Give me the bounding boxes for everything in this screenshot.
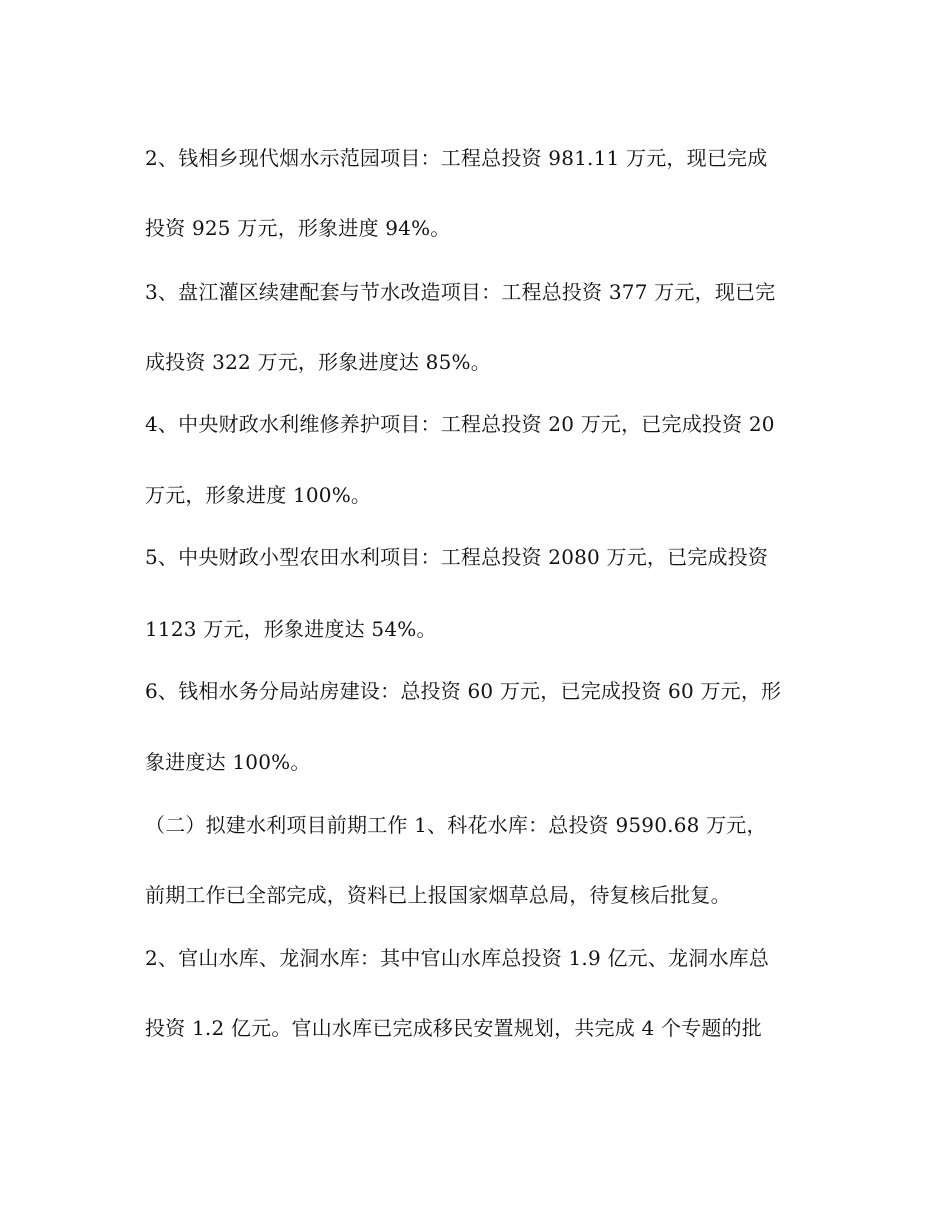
text-line: 5、中央财政小型农田水利项目：工程总投资 2080 万元，已完成投资 [145,545,769,569]
text-line: 6、钱相水务分局站房建设：总投资 60 万元，已完成投资 60 万元，形 [145,679,782,703]
text-line: 1123 万元，形象进度达 54%。 [145,617,437,641]
text-line: 万元，形象进度 100%。 [145,483,372,507]
text-line: 投资 1.2 亿元。官山水库已完成移民安置规划，共完成 4 个专题的批 [145,1016,762,1040]
text-line: 2、官山水库、龙洞水库：其中官山水库总投资 1.9 亿元、龙洞水库总 [145,946,770,970]
text-line: 成投资 322 万元，形象进度达 85%。 [145,350,491,374]
text-line: （二）拟建水利项目前期工作 1、科花水库：总投资 9590.68 万元， [145,813,767,837]
text-line: 前期工作已全部完成，资料已上报国家烟草总局，待复核后批复。 [145,883,731,907]
text-line: 投资 925 万元，形象进度 94%。 [145,216,451,240]
text-line: 2、钱相乡现代烟水示范园项目：工程总投资 981.11 万元，现已完成 [145,146,768,170]
text-line: 象进度达 100%。 [145,750,311,774]
text-line: 3、盘江灌区续建配套与节水改造项目：工程总投资 377 万元，现已完 [145,280,776,304]
text-line: 4、中央财政水利维修养护项目：工程总投资 20 万元，已完成投资 20 [145,412,775,436]
